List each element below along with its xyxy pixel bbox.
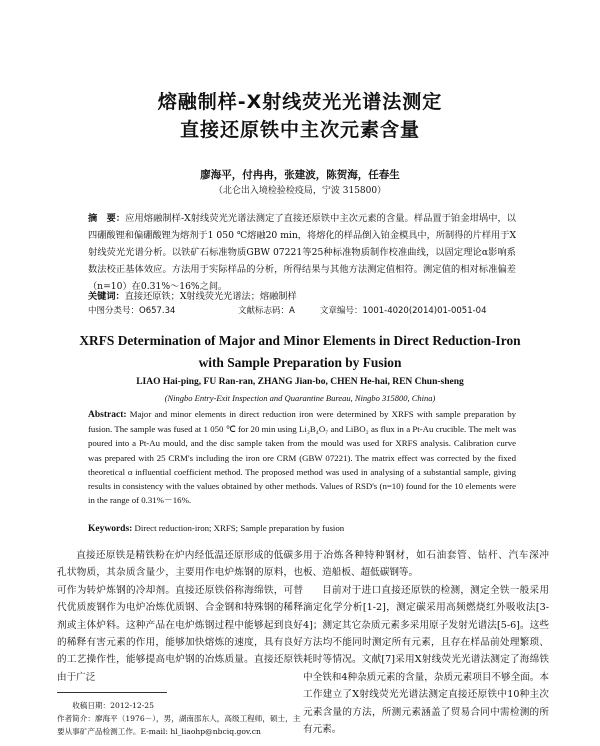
chinese-keywords-label: 关键词： (88, 291, 125, 302)
chinese-abstract-text: 应用熔融制样-X射线荧光光谱法测定了直接还原铁中主次元素的含量。样品置于铂金坩埚中，以四硼酸锂和偏硼酸锂为熔剂于1 050 ℃熔融20 min，将熔化的样品倒入铂金模具中，所制得的片样用于X射线荧光光谱分析。以铁矿石标准物质GBW 07221等25种标准物质制作校准曲线，以固定理论α影响系数法校正基体效应。方法用于实际样品的分析，所得结果与其他方法测定值相符。测定值的相对标准偏差（n=10）在0.31%～16%之间。 (88, 213, 516, 292)
english-title (0, 330, 600, 374)
document-code: 文献标志码：A (238, 306, 295, 316)
body-paragraph-intro: 直接还原铁是精铁粉在炉内经低温还原形成的低碳多孔状物质，其杂质含量少，主要用作电炉炼钢的原料，也可作为转炉炼钢的冷却剂。直接还原铁俗称海绵铁，可替代优质废钢作为电炉冶炼优质钢、合金钢和特殊钢的稀释剂或主体炉料。这种产品在电炉炼钢过程中能够起到良好的稀释有害元素的作用，能够加快熔炼的速度，具有良好的工艺操作性，能够提高电炉钢的冶炼质量。直接还原铁由于广泛 (57, 550, 303, 683)
chinese-keywords (88, 288, 516, 302)
chinese-affiliation: （北仑出入境检验检疫局，宁波 315800） (213, 186, 387, 196)
body-column-left (57, 547, 303, 689)
english-keywords-label: Keywords: (88, 524, 133, 534)
chinese-title (0, 88, 600, 144)
article-id: 文章编号：1001-4020(2014)01-0051-04 (320, 306, 487, 316)
english-abstract-label: Abstract: (88, 410, 127, 420)
footnote-received-date: 收稿日期：2012-12-25 (72, 701, 154, 710)
english-keywords (88, 523, 516, 534)
body-paragraph-methods: 目前对于进口直接还原铁的检测，测定全铁一般采用滴定化学分析[1-2]，测定碳采用高频燃烧红外吸收法[3-4]；测定其它杂质元素多采用原子发射光谱法[5-6]。这些方法均不能同时测定所有元素，且存在样品前处理繁琐、耗时等情况。文献[7]采用X射线荧光光谱法测定了海绵铁中全铁和4种杂质元素的含量，杂质元素项目不够全面。本工作建立了X射线荧光光谱法测定直接还原铁中10种主次元素含量的方法，所测元素涵盖了贸易合同中需检测的所有元素。 (303, 584, 549, 736)
footnote-author-bio: 作者简介：廖海平（1976－），男，湖南邵东人，高级工程师，硕士，主要从事矿产品检测工作。E-mail: hl_liaohp@nbciq.gov.cn (57, 714, 301, 736)
english-authors: LIAO Hai-ping, FU Ran-ran, ZHANG Jian-bo, CHEN He-hai, REN Chun-sheng (136, 377, 464, 387)
chinese-keywords-text: 直接还原铁；X射线荧光光谱法；熔融制样 (124, 291, 297, 302)
english-affiliation: (Ningbo Entry-Exit Inspection and Quarantine Bureau, Ningbo 315800, China) (164, 393, 436, 403)
footnote (57, 699, 307, 738)
chinese-abstract-label: 摘 要： (88, 213, 126, 224)
english-abstract-text: Major and minor elements in direct reduction iron were determined by XRFS with sample preparation by fusion. The sample was fused at 1 050 ℃ for 20 min using Li₂B₄O₇ and LiBO₂ as flux in a Pt-Au crucible. The melt was poured into a Pt-Au mould, and the disc sample taken from the mould was used for XRFS analysis. Calibration curve was prepared with 25 CRM's including the iron ore CRM (GBW 07221). The matrix effect was corrected by the fixed theoretical α influential coefficient method. The proposed method was used in analysing of a substantial sample, giving results in consistency with the values obtained by other methods. Values of RSD's (n=10) found for the 10 elements were in the range of 0.31%－16%. (88, 409, 516, 506)
english-keywords-text: Direct reduction-iron; XRFS; Sample preparation by fusion (134, 523, 345, 533)
english-title-line-1: XRFS Determination of Major and Minor Elements in Direct Reduction-Iron (79, 333, 521, 348)
body-paragraph-continued: 用于冶炼各种特种钢材，如石油套管、钻杆、汽车深冲板、造船板、超低碳钢等。 (303, 550, 549, 579)
body-column-right (303, 547, 549, 738)
english-abstract (88, 407, 516, 507)
chinese-title-line-1: 熔融制样-X射线荧光光谱法测定 (157, 91, 443, 113)
chinese-title-line-2: 直接还原铁中主次元素含量 (179, 119, 420, 141)
chinese-authors: 廖海平，付冉冉，张建波，陈贺海，任春生 (200, 169, 400, 181)
clc-number: 中图分类号：O657.34 (88, 306, 176, 316)
english-title-line-2: with Sample Preparation by Fusion (198, 355, 402, 370)
footnote-divider (57, 692, 167, 693)
chinese-abstract (88, 210, 516, 295)
